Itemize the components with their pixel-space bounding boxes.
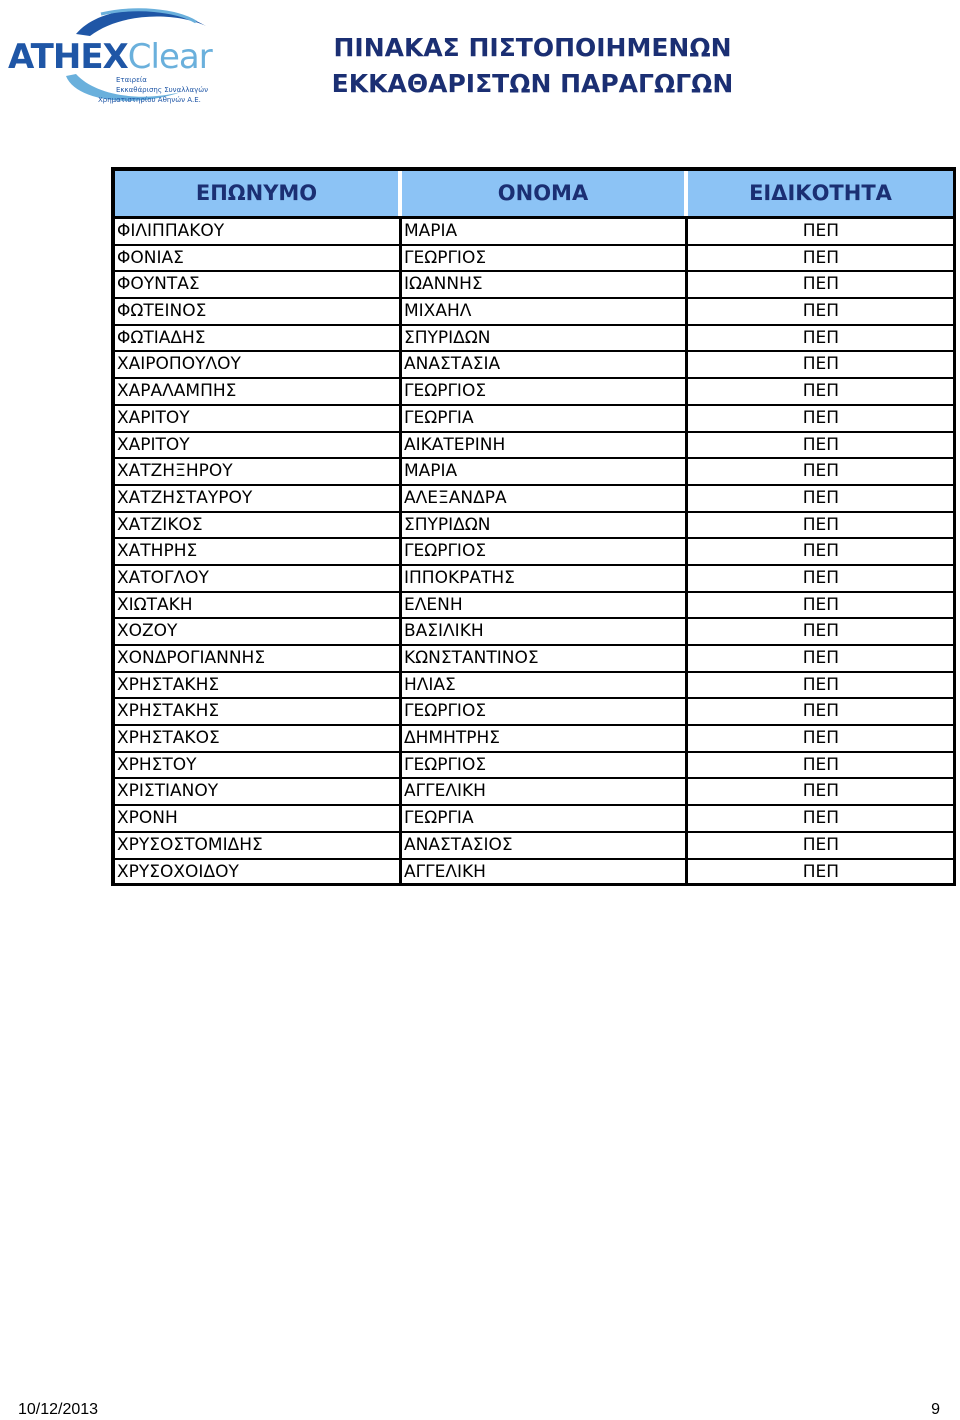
cell-specialty: ΠΕΠ xyxy=(802,221,839,241)
table-row xyxy=(115,619,953,646)
cell-name: ΜΙΧΑΗΛ xyxy=(402,299,688,324)
column-header-name: ΟΝΟΜΑ xyxy=(402,171,688,216)
table-row xyxy=(115,246,953,273)
cell-surname: ΦΙΛΙΠΠΑΚΟΥ xyxy=(115,219,402,244)
cell-surname: ΧΡΗΣΤΑΚΟΣ xyxy=(115,726,402,751)
cell-name: ΑΝΑΣΤΑΣΙΟΣ xyxy=(402,833,688,858)
cell-specialty: ΠΕΠ xyxy=(802,381,839,402)
cell-surname: ΧΙΩΤΑΚΗ xyxy=(115,593,402,618)
cell-surname: ΧΑΡΑΛΑΜΠΗΣ xyxy=(115,379,402,404)
logo-brand-clear: Clear xyxy=(127,37,212,77)
table-row xyxy=(115,513,953,540)
table-header xyxy=(115,171,953,219)
cell-name: ΒΑΣΙΛΙΚΗ xyxy=(402,619,688,644)
cell-specialty: ΠΕΠ xyxy=(802,621,839,642)
cell-name: ΓΕΩΡΓΙΑ xyxy=(402,806,688,831)
table-body xyxy=(115,219,953,886)
cell-surname: ΧΟΖΟΥ xyxy=(115,619,402,644)
cell-surname: ΧΑΤΗΡΗΣ xyxy=(115,539,402,564)
logo-subtitle-3: Χρηματιστηρίου Αθηνών Α.Ε. xyxy=(98,96,201,104)
table-row xyxy=(115,699,953,726)
cell-surname: ΦΟΥΝΤΑΣ xyxy=(115,272,402,297)
table-row xyxy=(115,566,953,593)
cell-specialty: ΠΕΠ xyxy=(802,728,839,749)
cell-name: ΕΛΕΝΗ xyxy=(402,593,688,618)
table-row xyxy=(115,860,953,887)
cell-specialty: ΠΕΠ xyxy=(802,487,839,508)
page-title-line-2: ΕΚΚΑΘΑΡΙΣΤΩΝ ΠΑΡΑΓΩΓΩΝ xyxy=(331,69,734,98)
clearers-table xyxy=(111,167,956,886)
cell-name: ΔΗΜΗΤΡΗΣ xyxy=(402,726,688,751)
cell-specialty: ΠΕΠ xyxy=(802,648,839,668)
table-row xyxy=(115,272,953,299)
cell-specialty: ΠΕΠ xyxy=(802,594,839,615)
column-header-surname: ΕΠΩΝΥΜΟ xyxy=(115,171,402,216)
athexclear-logo xyxy=(6,4,242,104)
cell-specialty: ΠΕΠ xyxy=(802,461,839,482)
cell-name: ΑΛΕΞΑΝΔΡΑ xyxy=(402,486,688,511)
cell-specialty: ΠΕΠ xyxy=(802,834,839,855)
cell-name: ΙΠΠΟΚΡΑΤΗΣ xyxy=(402,566,688,591)
cell-name: ΓΕΩΡΓΙΑ xyxy=(402,406,688,431)
table-row xyxy=(115,486,953,513)
cell-specialty: ΠΕΠ xyxy=(802,327,839,348)
cell-specialty: ΠΕΠ xyxy=(802,567,839,588)
cell-specialty: ΠΕΠ xyxy=(802,274,839,295)
cell-name: ΙΩΑΝΝΗΣ xyxy=(402,272,688,297)
cell-surname: ΧΑΤΖΗΞΗΡΟΥ xyxy=(115,459,402,484)
table-row xyxy=(115,539,953,566)
cell-name: ΑΙΚΑΤΕΡΙΝΗ xyxy=(402,433,688,458)
table-row xyxy=(115,379,953,406)
table-row xyxy=(115,433,953,460)
cell-name: ΣΠΥΡΙΔΩΝ xyxy=(402,513,688,538)
logo-brand-athex: ATHEX xyxy=(8,37,128,77)
cell-surname: ΦΩΤΙΑΔΗΣ xyxy=(115,326,402,351)
cell-surname: ΧΟΝΔΡΟΓΙΑΝΝΗΣ xyxy=(115,646,402,671)
cell-specialty: ΠΕΠ xyxy=(802,301,839,322)
logo-subtitle-2: Εκκαθάρισης Συναλλαγών xyxy=(116,86,209,94)
cell-name: ΗΛΙΑΣ xyxy=(402,673,688,698)
cell-name: ΑΓΓΕΛΙΚΗ xyxy=(402,779,688,804)
footer-page-number: 9 xyxy=(931,1401,940,1418)
cell-surname: ΧΡΗΣΤΑΚΗΣ xyxy=(115,673,402,698)
table-row xyxy=(115,352,953,379)
cell-name: ΓΕΩΡΓΙΟΣ xyxy=(402,753,688,778)
table-row xyxy=(115,806,953,833)
cell-specialty: ΠΕΠ xyxy=(802,514,839,535)
table-row xyxy=(115,459,953,486)
table-row xyxy=(115,753,953,780)
cell-surname: ΧΑΤΖΗΣΤΑΥΡΟΥ xyxy=(115,486,402,511)
table-row xyxy=(115,726,953,753)
cell-specialty: ΠΕΠ xyxy=(802,754,839,775)
cell-specialty: ΠΕΠ xyxy=(802,701,839,722)
cell-surname: ΦΟΝΙΑΣ xyxy=(115,246,402,271)
cell-specialty: ΠΕΠ xyxy=(802,541,839,562)
logo-subtitle-1: Εταιρεία xyxy=(116,76,147,84)
cell-name: ΜΑΡΙΑ xyxy=(402,219,688,244)
table-row xyxy=(115,833,953,860)
cell-specialty: ΠΕΠ xyxy=(802,781,839,802)
cell-surname: ΧΡΥΣΟΣΤΟΜΙΔΗΣ xyxy=(115,833,402,858)
cell-name: ΓΕΩΡΓΙΟΣ xyxy=(402,539,688,564)
page-title-line-1: ΠΙΝΑΚΑΣ ΠΙΣΤΟΠΟΙΗΜΕΝΩΝ xyxy=(333,33,732,62)
cell-name: ΚΩΝΣΤΑΝΤΙΝΟΣ xyxy=(402,646,688,671)
cell-specialty: ΠΕΠ xyxy=(802,861,839,882)
footer-date: 10/12/2013 xyxy=(18,1401,99,1418)
cell-specialty: ΠΕΠ xyxy=(802,434,839,455)
column-header-specialty: ΕΙΔΙΚΟΤΗΤΑ xyxy=(749,181,892,205)
table-row xyxy=(115,299,953,326)
cell-name: ΑΓΓΕΛΙΚΗ xyxy=(402,860,688,887)
cell-name: ΜΑΡΙΑ xyxy=(402,459,688,484)
cell-surname: ΧΡΗΣΤΟΥ xyxy=(115,753,402,778)
cell-specialty: ΠΕΠ xyxy=(802,247,839,268)
table-row xyxy=(115,779,953,806)
cell-surname: ΧΡΥΣΟΧΟΙΔΟΥ xyxy=(115,860,402,887)
cell-specialty: ΠΕΠ xyxy=(802,674,839,695)
cell-name: ΓΕΩΡΓΙΟΣ xyxy=(402,379,688,404)
cell-specialty: ΠΕΠ xyxy=(802,808,839,829)
table-row xyxy=(115,406,953,433)
cell-name: ΣΠΥΡΙΔΩΝ xyxy=(402,326,688,351)
cell-surname: ΧΑΤΟΓΛΟΥ xyxy=(115,566,402,591)
cell-name: ΓΕΩΡΓΙΟΣ xyxy=(402,246,688,271)
cell-surname: ΧΡΙΣΤΙΑΝΟΥ xyxy=(115,779,402,804)
table-row xyxy=(115,219,953,246)
cell-surname: ΧΑΡΙΤΟΥ xyxy=(115,406,402,431)
cell-name: ΓΕΩΡΓΙΟΣ xyxy=(402,699,688,724)
cell-surname: ΧΡΗΣΤΑΚΗΣ xyxy=(115,699,402,724)
table-row xyxy=(115,673,953,700)
cell-surname: ΧΑΤΖΙΚΟΣ xyxy=(115,513,402,538)
cell-name: ΑΝΑΣΤΑΣΙΑ xyxy=(402,352,688,377)
page-title xyxy=(300,30,765,102)
cell-specialty: ΠΕΠ xyxy=(802,407,839,428)
cell-surname: ΧΑΡΙΤΟΥ xyxy=(115,433,402,458)
table-row xyxy=(115,646,953,673)
cell-surname: ΧΡΟΝΗ xyxy=(115,806,402,831)
cell-surname: ΦΩΤΕΙΝΟΣ xyxy=(115,299,402,324)
table-row xyxy=(115,326,953,353)
table-row xyxy=(115,593,953,620)
cell-surname: ΧΑΙΡΟΠΟΥΛΟΥ xyxy=(115,352,402,377)
logo-wordmark xyxy=(8,37,212,77)
cell-specialty: ΠΕΠ xyxy=(802,354,839,375)
